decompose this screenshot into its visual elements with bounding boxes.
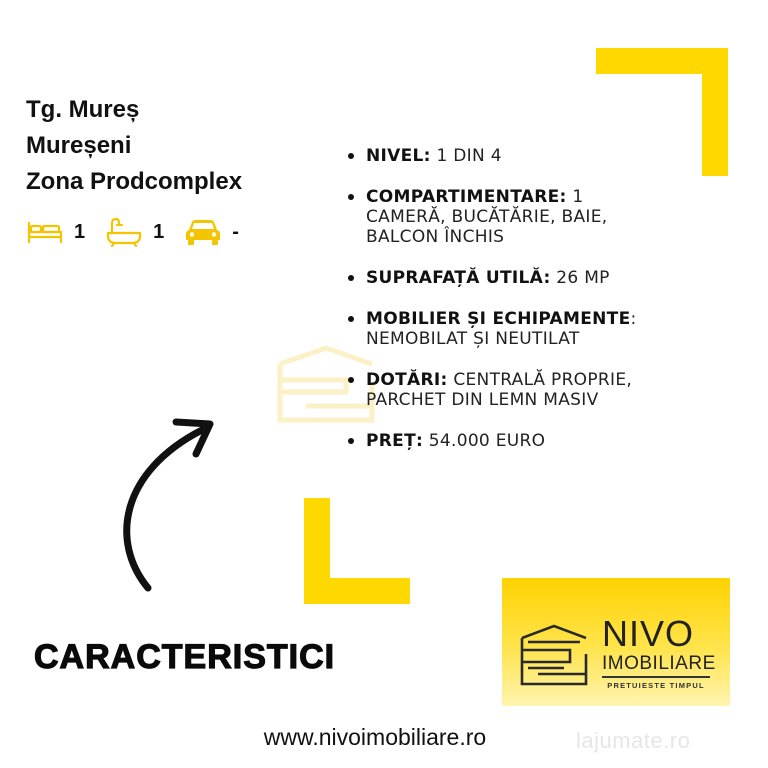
- location-city: Tg. Mureș: [26, 96, 140, 123]
- location-area: Zona Prodcomplex: [26, 168, 243, 195]
- bed-icon: [26, 217, 64, 247]
- website-link[interactable]: www.nivoimobiliare.ro: [263, 724, 487, 750]
- features-row: [26, 216, 259, 248]
- car-icon: [184, 217, 222, 247]
- parking-count: -: [232, 220, 239, 243]
- bracket-bottom-horizontal: [304, 578, 410, 604]
- logo-name: NIVO: [602, 613, 695, 654]
- bathtub-icon: [105, 217, 143, 247]
- detail-item: PREȚ: 54.000 EURO: [346, 431, 646, 451]
- bracket-top-vertical: [702, 48, 728, 176]
- bedrooms-count: 1: [74, 220, 86, 243]
- logo-sub: IMOBILIARE: [602, 653, 716, 674]
- section-heading: CARACTERISTICI: [34, 638, 336, 676]
- logo-tagline: PRETUIESTE TIMPUL: [607, 681, 705, 690]
- bathrooms-count: 1: [153, 220, 165, 243]
- location-district: Mureșeni: [26, 132, 132, 159]
- building-logo-icon: [520, 622, 588, 690]
- detail-item: MOBILIER ȘI ECHIPAMENTE: NEMOBILAT ȘI NEUTILAT: [346, 309, 646, 349]
- logo-divider: [602, 676, 710, 678]
- location-block: [26, 92, 242, 200]
- detail-item: SUPRAFAȚĂ UTILĂ: 26 MP: [346, 268, 646, 288]
- arrow-icon: [110, 412, 220, 596]
- details-list: [346, 146, 646, 472]
- detail-item: COMPARTIMENTARE: 1 CAMERĂ, BUCĂTĂRIE, BAIE, BALCON ÎNCHIS: [346, 187, 646, 247]
- detail-item: DOTĂRI: CENTRALĂ PROPRIE, PARCHET DIN LEMN MASIV: [346, 370, 646, 410]
- site-watermark: lajumate.ro: [576, 728, 691, 753]
- detail-item: NIVEL: 1 DIN 4: [346, 146, 646, 166]
